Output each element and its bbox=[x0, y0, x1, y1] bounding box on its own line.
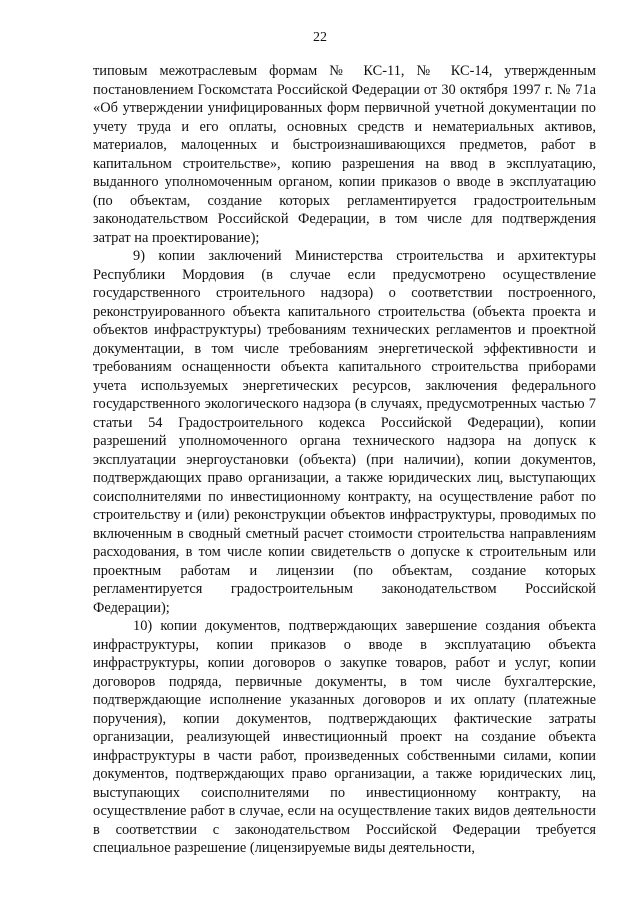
page-number: 22 bbox=[313, 30, 327, 45]
paragraph-item-9: 9) копии заключений Министерства строительства и архитектуры Республики Мордовия (в случае если предусмотрено осуществление государственного строительного надзора) о соответствии построенного, реконструированного объекта капитального строительства (объекта проекта и объектов инфраструктуры) требованиям технических регламентов и проектной документации, в том числе требованиям энергетической эффективности и требованиям оснащенности объекта капитального строительства приборами учета используемых энергетических ресурсов, заключения федерального государственного экологического надзора (в случаях, предусмотренных частью 7 статьи 54 Градостроительного кодекса Российской Федерации), копии разрешений уполномоченного органа технического надзора на допуск к эксплуатации энергоустановки (объекта) (при наличии), копии документов, подтверждающих право организации, а также юридических лиц, выступающих соисполнителями по инвестиционному контракту, на осуществление работ по строительству и (или) реконструкции объектов инфраструктуры, проводимых по включенным в сводный сметный расчет стоимости строительства направлениям расходования, в том числе копии свидетельств о допуске к строительным или проектным работам и лицензии (по объектам, создание которых регламентируется градостроительным законодательством Российской Федерации); bbox=[93, 248, 596, 616]
paragraph-continuation: типовым межотраслевым формам № КС-11, № КС-14, утвержденным постановлением Госкомстата Российской Федерации от 30 октября 1997 г. № 71а «Об утверждении унифицированных форм первичной учетной документации по учету труда и его оплаты, основных средств и нематериальных активов, материалов, малоценных и быстроизнашивающихся предметов, работ в капитальном строительстве», копию разрешения на ввод в эксплуатацию, выданного уполномоченным органом, копии приказов о вводе в эксплуатацию (по объектам, создание которых регламентируется градостроительным законодательством Российской Федерации, в том числе для подтверждения затрат на проектирование); bbox=[93, 63, 596, 246]
document-body bbox=[93, 62, 596, 858]
paragraph-item-10: 10) копии документов, подтверждающих завершение создания объекта инфраструктуры, копии приказов о вводе в эксплуатацию объекта инфраструктуры, копии договоров о закупке товаров, работ и услуг, копии договоров подряда, первичные документы, в том числе бухгалтерские, подтверждающие исполнение указанных договоров и их оплату (платежные поручения), копии документов, подтверждающих фактические затраты организации, реализующей инвестиционный проект на создание объекта инфраструктуры в части работ, произведенных собственными силами, копии документов, подтверждающих право организации, а также юридических лиц, выступающих соисполнителями по инвестиционному контракту, на осуществление работ в случае, если на осуществление таких видов деятельности в соответствии с законодательством Российской Федерации требуется специальное разрешение (лицензируемые виды деятельности, bbox=[93, 618, 596, 856]
